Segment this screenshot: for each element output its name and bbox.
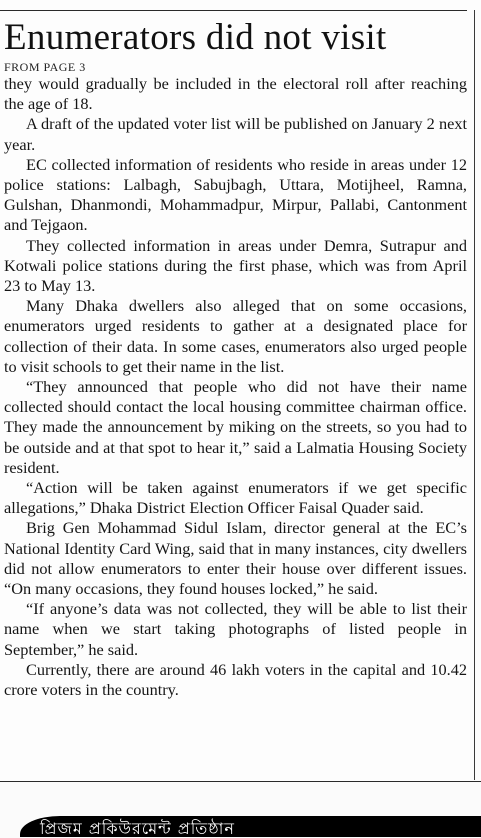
paragraph: “Action will be taken against enumerators if we get specific allegations,” Dhaka District Election Officer Faisal Quader said.: [4, 478, 467, 518]
article-body: [4, 74, 467, 700]
paragraph: Currently, there are around 46 lakh voters in the capital and 10.42 crore voters in the country.: [4, 659, 467, 700]
top-rule: [0, 10, 467, 11]
advertisement-banner: [20, 816, 481, 837]
paragraph: Brig Gen Mohammad Sidul Islam, director general at the EC’s National Identity Card Wing, said that in many instances, city dwellers did not allow enumerators to enter their house over different issues. “On many occasions, they found houses locked,” he said.: [4, 518, 467, 599]
paragraph: They collected information in areas under Demra, Sutrapur and Kotwali police stations during the first phase, which was from April 23 to May 13.: [4, 235, 467, 296]
paragraph: A draft of the updated voter list will be published on January 2 next year.: [4, 114, 467, 154]
paragraph: “They announced that people who did not have their name collected should contact the local housing committee chairman office. They made the announcement by miking on the streets, so you had to be outside and at that spot to hear it,” said a Lalmatia Housing Society resident.: [4, 377, 467, 477]
paragraph: EC collected information of residents who reside in areas under 12 police stations: Lalbagh, Sabujbagh, Uttara, Motijheel, Ramna, Gulshan, Dhanmondi, Mohammadpur, Mirpur, Pallabi, Cantonment and Tejgaon.: [4, 154, 467, 235]
paragraph: they would gradually be included in the electoral roll after reaching the age of 18.: [4, 74, 467, 114]
article: [4, 16, 467, 700]
jump-line: FROM PAGE 3: [4, 60, 86, 74]
column-rule: [474, 10, 475, 780]
paragraph: “If anyone’s data was not collected, they will be able to list their name when we start taking photographs of listed people in September,” he said.: [4, 599, 467, 659]
paragraph: Many Dhaka dwellers also alleged that on some occasions, enumerators urged residents to gather at a designated place for collection of their data. In some cases, enumerators also urged people to visit schools to get their name in the list.: [4, 296, 467, 376]
headline: Enumerators did not visit: [4, 17, 387, 58]
advertisement-text: প্রিজম প্রকিউরমেন্ট প্রতিষ্ঠান: [40, 819, 235, 837]
